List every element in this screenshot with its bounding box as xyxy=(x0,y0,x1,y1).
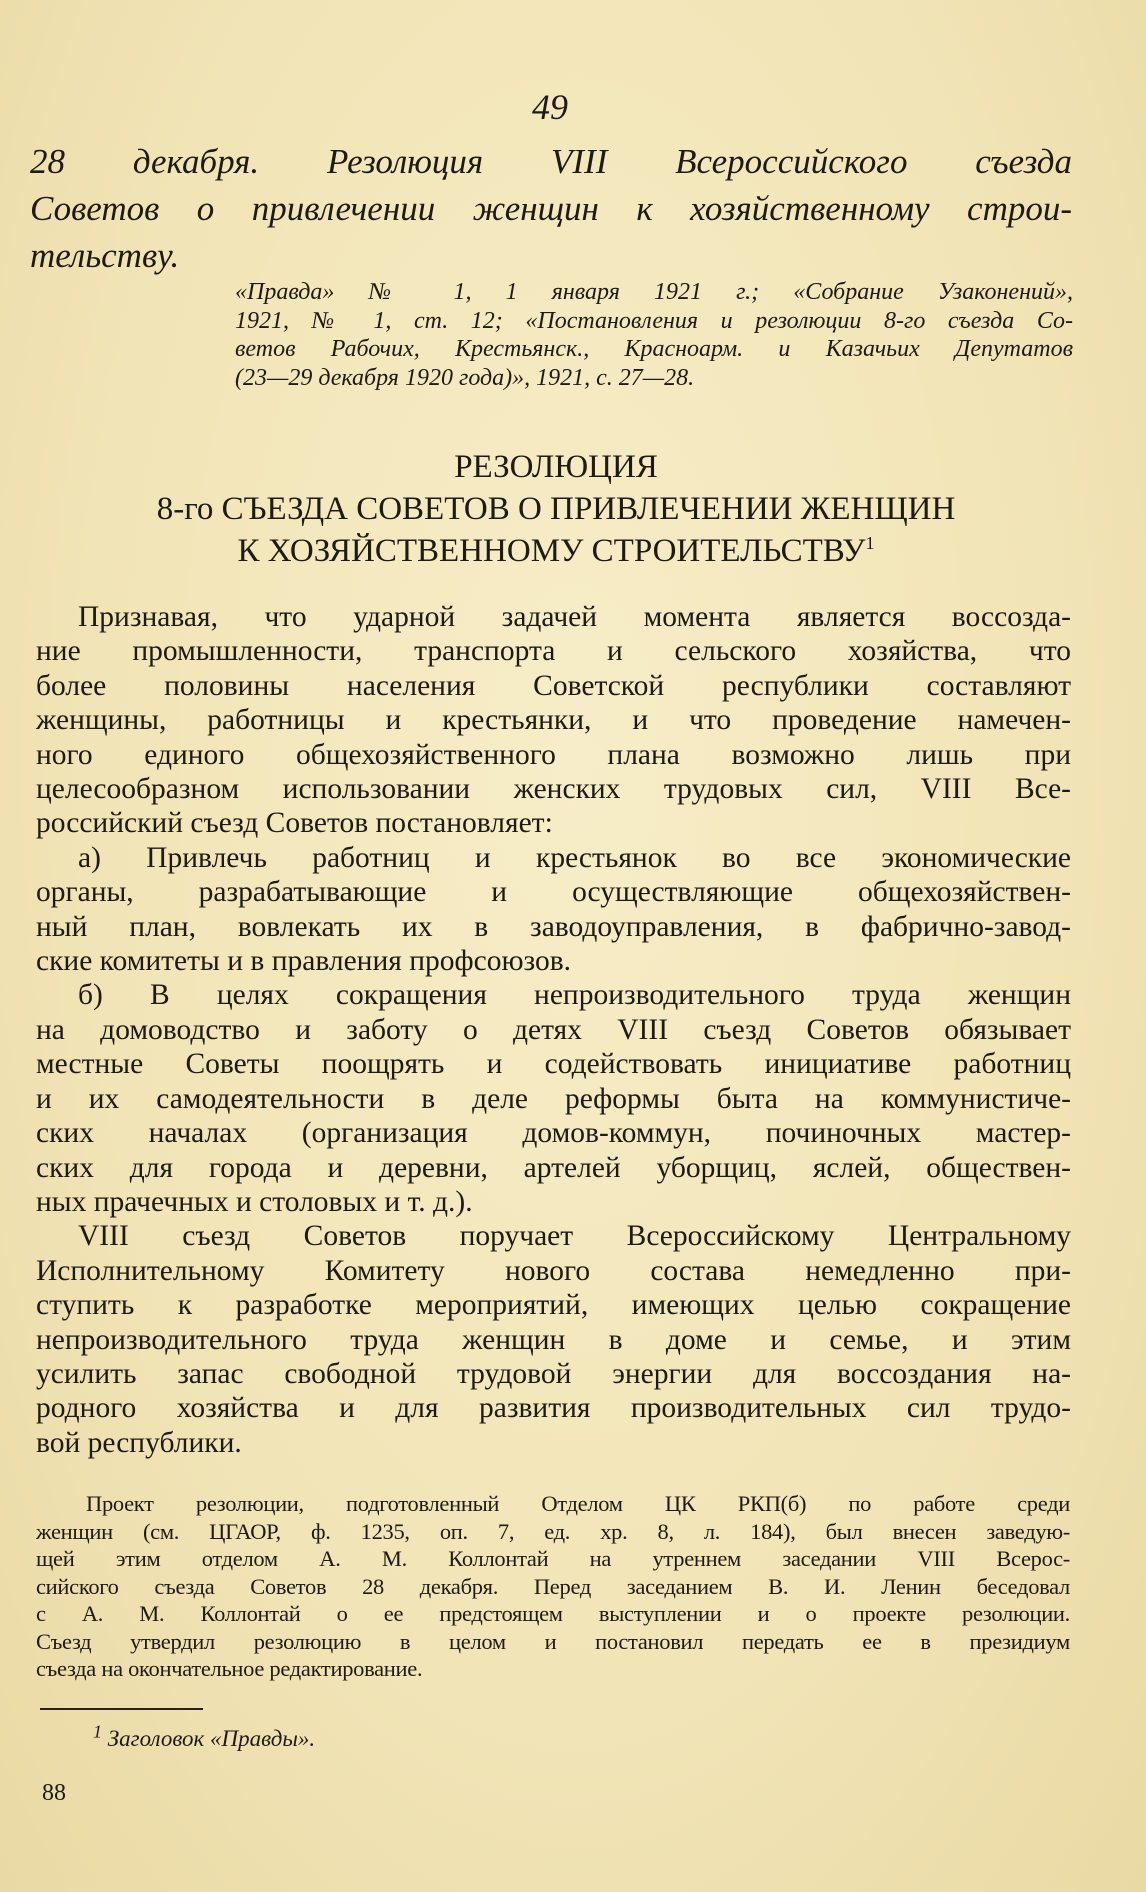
note-line: Съезд утвердил резолюцию в целом и постановил передать ее в президиум xyxy=(36,1628,1070,1654)
document-number: 49 xyxy=(532,87,568,127)
body-line: местные Советы поощрять и содействовать инициативе работниц xyxy=(36,1048,1071,1081)
body-line: ного единого общехозяйственного плана возможно лишь при xyxy=(36,738,1071,771)
heading-line: 28 декабря. Резолюция VIII Всероссийского съезда xyxy=(30,142,1072,181)
source-line: ветов Рабочих, Крестьянск., Красноарм. и Казачьих Депутатов xyxy=(235,336,1073,362)
body-line: ступить к разработке мероприятий, имеющих целью сокращение xyxy=(36,1289,1071,1322)
note-line: съезда на окончательное редактирование. xyxy=(36,1656,423,1681)
body-line: более половины населения Советской республики составляют xyxy=(36,669,1071,702)
note-line: сийского съезда Советов 28 декабря. Перед заседанием В. И. Ленин беседовал xyxy=(36,1573,1070,1599)
body-line: ный план, вовлекать их в заводоуправления, в фабрично-завод- xyxy=(36,910,1071,943)
title-line: 8-го СЪЕЗДА СОВЕТОВ О ПРИВЛЕЧЕНИИ ЖЕНЩИН xyxy=(156,491,956,527)
note-line: с А. М. Коллонтай о ее предстоящем выступлении и о проекте резолюции. xyxy=(36,1601,1070,1626)
footnote-mark[interactable]: 1 xyxy=(865,533,875,553)
footnote-text: Заголовок «Правды». xyxy=(107,1726,316,1751)
page-number: 88 xyxy=(42,1780,66,1806)
body-line: ских для города и деревни, артелей уборщиц, яслей, обществен- xyxy=(36,1151,1071,1184)
resolution-title xyxy=(36,446,1076,572)
title-line xyxy=(36,530,1076,572)
footnote-number: 1 xyxy=(93,1721,102,1742)
resolution-body xyxy=(36,600,1071,1460)
body-line: родного хозяйства и для развития производительных сил трудо- xyxy=(36,1392,1071,1425)
note-line: щей этим отделом А. М. Коллонтай на утреннем заседании VIII Всерос- xyxy=(36,1546,1070,1571)
body-line: Признавая, что ударной задачей момента является воссозда- xyxy=(78,601,1071,633)
body-line: на домоводство и заботу о детях VIII съезд Советов обязывает xyxy=(36,1013,1071,1046)
editorial-note xyxy=(36,1490,1070,1683)
body-line: ские комитеты и в правления профсоюзов. xyxy=(36,945,572,978)
heading-line: Советов о привлечении женщин к хозяйственному строи- xyxy=(30,189,1072,228)
body-line: вой республики. xyxy=(36,1426,242,1459)
body-line: ние промышленности, транспорта и сельского хозяйства, что xyxy=(36,635,1071,668)
heading-line: тельству. xyxy=(30,236,180,275)
document-heading xyxy=(30,138,1072,279)
title-line-text: К ХОЗЯЙСТВЕННОМУ СТРОИТЕЛЬСТВУ xyxy=(237,533,866,569)
body-line: российский съезд Советов постановляет: xyxy=(36,807,553,840)
footnote-divider xyxy=(40,1708,203,1710)
body-line: б) В целях сокращения непроизводительного труда женщин xyxy=(78,979,1071,1012)
source-line: «Правда» № 1, 1 января 1921 г.; «Собрание Узаконений», xyxy=(235,279,1073,305)
body-line: женщины, работницы и крестьянки, и что проведение намечен- xyxy=(36,704,1071,737)
body-line: и их самодеятельности в деле реформы быта на коммунистиче- xyxy=(36,1082,1071,1115)
body-line: усилить запас свободной трудовой энергии для воссоздания на- xyxy=(36,1357,1071,1390)
body-line: а) Привлечь работниц и крестьянок во все экономические xyxy=(78,841,1071,874)
body-line: непроизводительного труда женщин в доме и семье, и этим xyxy=(36,1323,1071,1356)
source-citation xyxy=(235,278,1073,392)
footnote xyxy=(93,1721,316,1752)
body-line: VIII съезд Советов поручает Всероссийскому Центральному xyxy=(78,1220,1071,1253)
note-line: Проект резолюции, подготовленный Отделом ЦК РКП(б) по работе среди xyxy=(86,1491,1070,1516)
source-line: 1921, № 1, ст. 12; «Постановления и резолюции 8-го съезда Со- xyxy=(235,307,1073,334)
body-line: целесообразном использовании женских трудовых сил, VIII Все- xyxy=(36,773,1071,806)
body-line: органы, разрабатывающие и осуществляющие общехозяйствен- xyxy=(36,876,1071,909)
body-line: ных прачечных и столовых и т. д.). xyxy=(36,1185,473,1218)
body-line: Исполнительному Комитету нового состава немедленно при- xyxy=(36,1254,1071,1287)
title-line: РЕЗОЛЮЦИЯ xyxy=(454,449,658,485)
note-line: женщин (см. ЦГАОР, ф. 1235, оп. 7, ед. хр. 8, л. 184), был внесен заведую- xyxy=(36,1518,1070,1544)
body-line: ских началах (организация домов-коммун, починочных мастер- xyxy=(36,1117,1071,1150)
source-line: (23—29 декабря 1920 года)», 1921, с. 27—28. xyxy=(235,364,695,391)
